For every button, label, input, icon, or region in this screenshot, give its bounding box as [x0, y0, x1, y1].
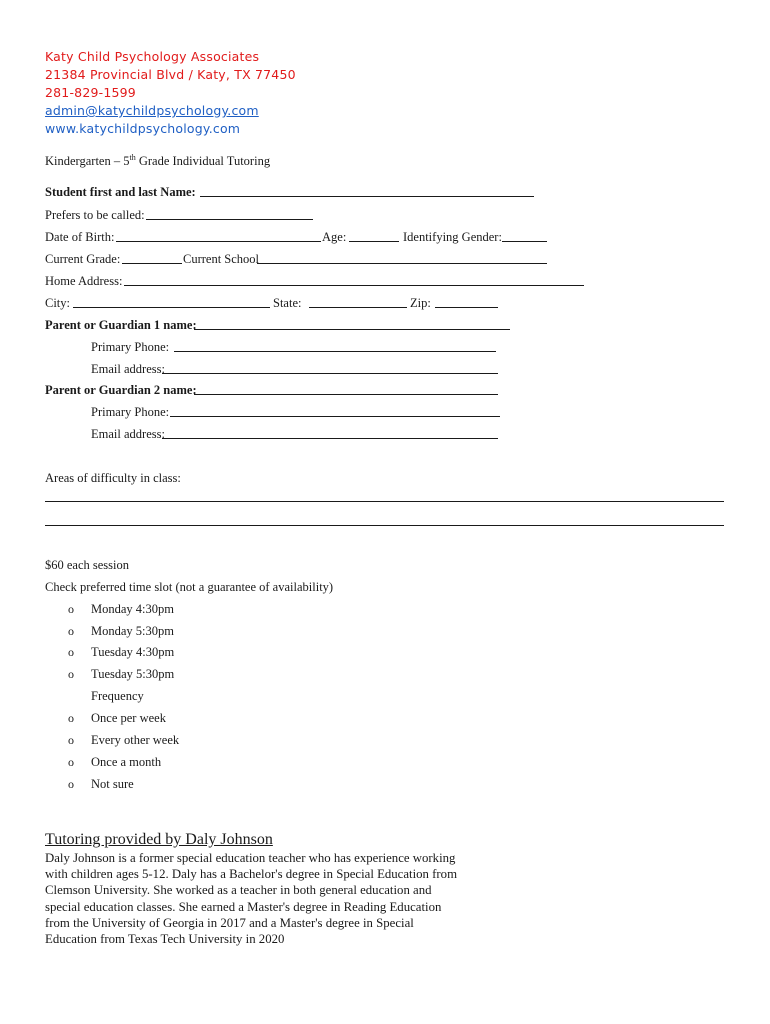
- option-bullet[interactable]: o: [68, 755, 74, 769]
- school-field[interactable]: [257, 263, 547, 264]
- parent2-field[interactable]: [194, 394, 498, 395]
- time-slot-option: Monday 5:30pm: [91, 624, 174, 638]
- city-label: City:: [45, 296, 71, 310]
- frequency-label: Frequency: [91, 689, 144, 703]
- zip-field[interactable]: [435, 307, 498, 308]
- tutor-bio: Daly Johnson is a former special education teacher who has experience working with children ages 5-12. Daly has a Bachelor's degree in Special Education from Clemson University. She worked as a teacher in both general education and special education classes. She earned a Master's degree in Reading Education from the University of Georgia in 2017 and a Master's degree in Special Education from Texas Tech University in 2020: [45, 851, 458, 947]
- prefers-label: Prefers to be called:: [45, 208, 145, 222]
- program-title-prefix: Kindergarten – 5: [45, 154, 130, 168]
- age-label: Age:: [322, 230, 347, 244]
- parent1-phone-label: Primary Phone:: [91, 340, 170, 354]
- gender-field[interactable]: [502, 241, 547, 242]
- time-slot-label: Check preferred time slot (not a guarantee of availability): [45, 580, 334, 594]
- frequency-option: Once per week: [91, 711, 166, 725]
- difficulty-label: Areas of difficulty in class:: [45, 471, 181, 485]
- parent2-phone-field[interactable]: [170, 416, 500, 417]
- parent1-field[interactable]: [194, 329, 510, 330]
- grade-label: Current Grade:: [45, 252, 121, 266]
- org-address: 21384 Provincial Blvd / Katy, TX 77450: [45, 67, 296, 82]
- parent1-email-label: Email address:: [91, 362, 165, 376]
- gender-label: Identifying Gender:: [403, 230, 502, 244]
- price-text: $60 each session: [45, 558, 130, 572]
- parent1-label: Parent or Guardian 1 name:: [45, 318, 197, 332]
- program-title: [45, 153, 270, 169]
- program-title-suffix: Grade Individual Tutoring: [135, 154, 271, 168]
- org-website-link[interactable]: www.katychildpsychology.com: [45, 121, 241, 136]
- dob-field[interactable]: [116, 241, 321, 242]
- home-address-field[interactable]: [124, 285, 584, 286]
- city-field[interactable]: [73, 307, 270, 308]
- option-bullet[interactable]: o: [68, 645, 74, 659]
- home-address-label: Home Address:: [45, 274, 123, 288]
- frequency-option: Once a month: [91, 755, 162, 769]
- org-phone: 281-829-1599: [45, 85, 136, 100]
- parent2-email-field[interactable]: [162, 438, 498, 439]
- time-slot-option: Tuesday 5:30pm: [91, 667, 175, 681]
- option-bullet[interactable]: o: [68, 624, 74, 638]
- state-label: State:: [273, 296, 302, 310]
- option-bullet[interactable]: o: [68, 711, 74, 725]
- student-name-label: Student first and last Name:: [45, 185, 196, 199]
- prefers-field[interactable]: [146, 219, 313, 220]
- difficulty-line-2[interactable]: [45, 525, 724, 526]
- org-name: Katy Child Psychology Associates: [45, 49, 260, 64]
- option-bullet[interactable]: o: [68, 733, 74, 747]
- tutor-heading: Tutoring provided by Daly Johnson: [45, 831, 273, 848]
- age-field[interactable]: [349, 241, 399, 242]
- time-slot-option: Monday 4:30pm: [91, 602, 174, 616]
- state-field[interactable]: [309, 307, 407, 308]
- frequency-option: Every other week: [91, 733, 180, 747]
- student-name-field[interactable]: [200, 196, 534, 197]
- parent2-label: Parent or Guardian 2 name:: [45, 383, 197, 397]
- parent1-phone-field[interactable]: [174, 351, 496, 352]
- dob-label: Date of Birth:: [45, 230, 115, 244]
- option-bullet[interactable]: o: [68, 667, 74, 681]
- parent2-email-label: Email address:: [91, 427, 165, 441]
- parent2-phone-label: Primary Phone:: [91, 405, 170, 419]
- frequency-option: Not sure: [91, 777, 134, 791]
- option-bullet[interactable]: o: [68, 777, 74, 791]
- grade-field[interactable]: [122, 263, 182, 264]
- parent1-email-field[interactable]: [162, 373, 498, 374]
- time-slot-option: Tuesday 4:30pm: [91, 645, 175, 659]
- option-bullet[interactable]: o: [68, 602, 74, 616]
- difficulty-line-1[interactable]: [45, 501, 724, 502]
- zip-label: Zip:: [410, 296, 431, 310]
- org-email-link[interactable]: admin@katychildpsychology.com: [45, 103, 259, 118]
- program-title-sup: th: [129, 152, 136, 162]
- school-label: Current School: [183, 252, 260, 266]
